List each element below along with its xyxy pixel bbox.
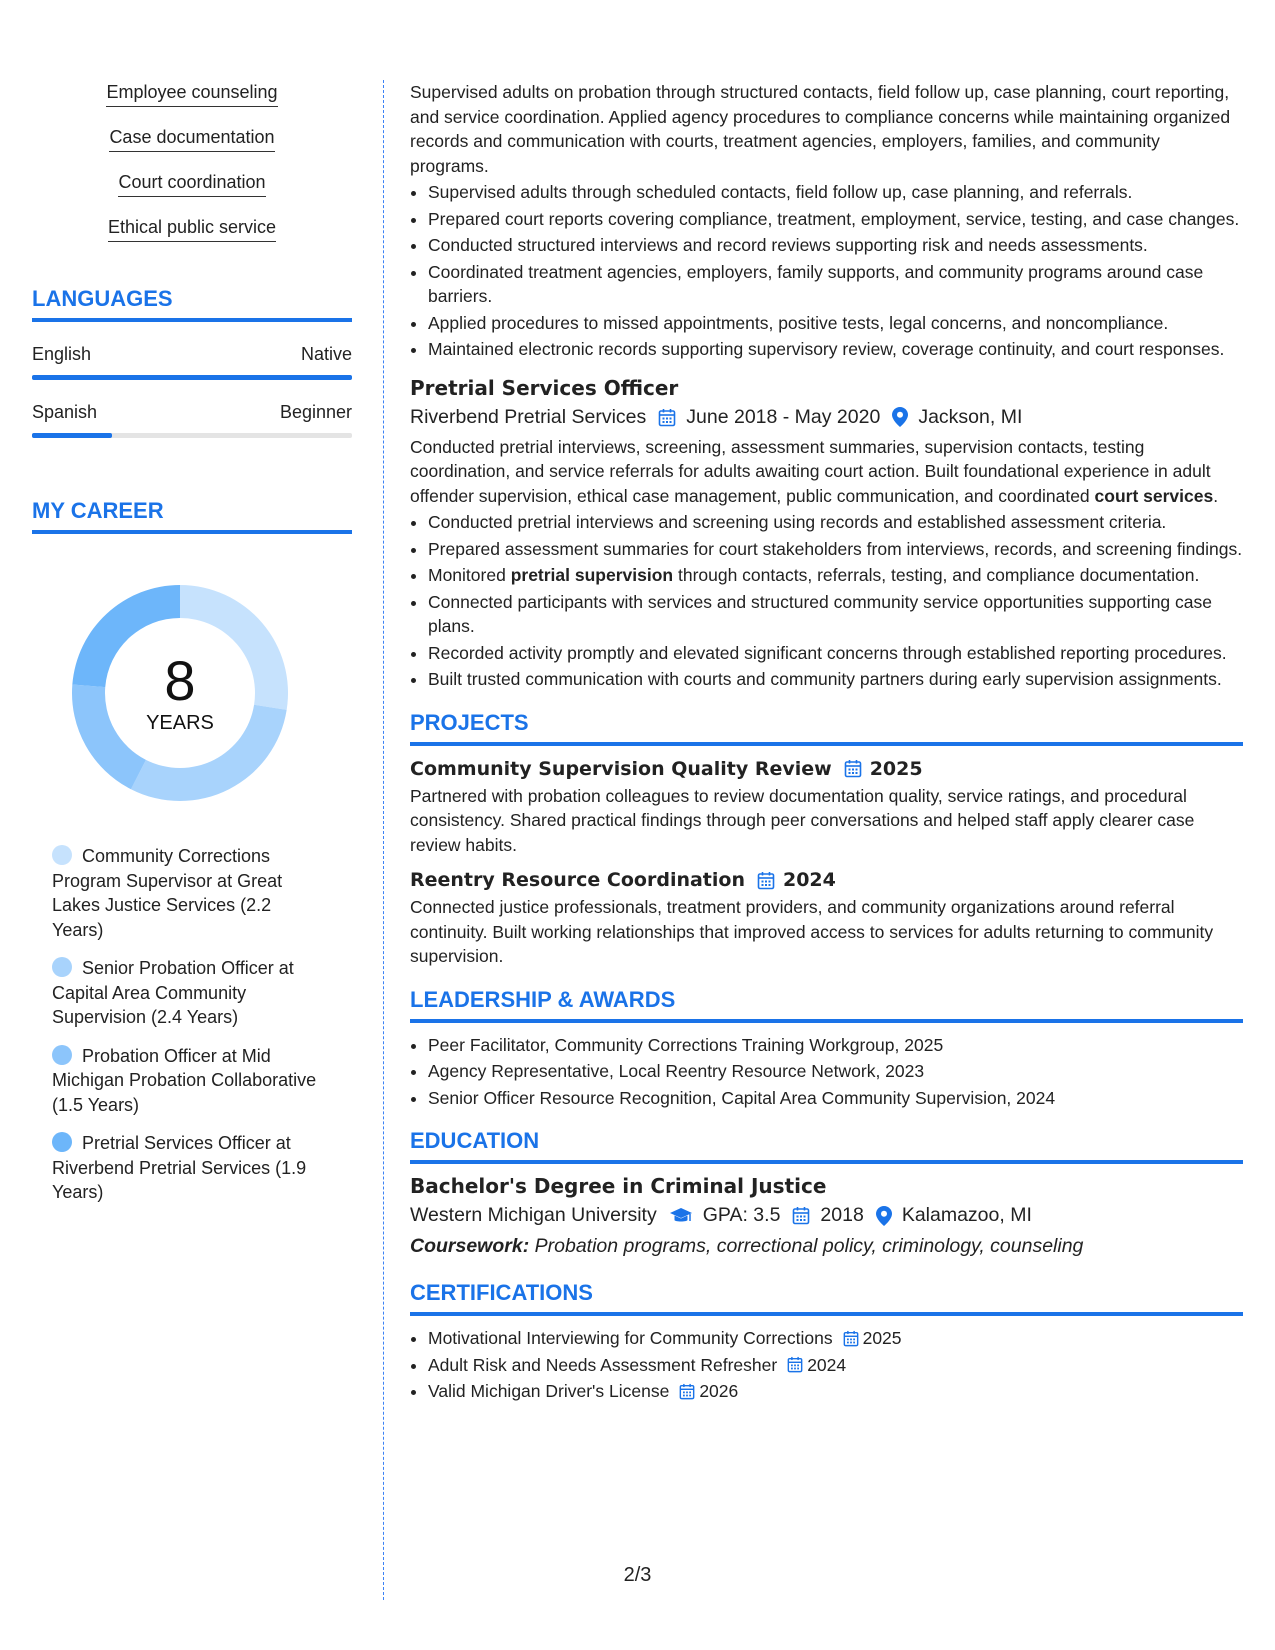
- calendar-icon: [757, 871, 775, 890]
- left-column: [32, 80, 352, 1219]
- language-english: [32, 344, 352, 380]
- summary-bold-text: court services: [1094, 485, 1214, 506]
- graduation-cap-icon: [669, 1207, 693, 1225]
- coursework-label: Coursework:: [410, 1235, 530, 1257]
- project-title-row: [410, 869, 1243, 891]
- language-name: English: [32, 344, 92, 364]
- certification-item: [428, 1326, 1243, 1351]
- right-column: [410, 80, 1243, 1406]
- project-year: 2024: [782, 869, 836, 891]
- projects-heading: PROJECTS: [410, 710, 1243, 746]
- certification-year: 2025: [862, 1328, 902, 1348]
- degree-title: Bachelor's Degree in Criminal Justice: [410, 1174, 827, 1198]
- page-number: 2/3: [623, 1564, 652, 1586]
- job-summary: [410, 435, 1243, 509]
- certifications-heading: CERTIFICATIONS: [410, 1280, 1243, 1316]
- job-location: Jackson, MI: [918, 405, 1023, 428]
- job-bullet: • Prepared court reports covering compliance, treatment, employment, service, testing, and case changes.: [428, 207, 1243, 232]
- career-legend-text: Community Corrections Program Supervisor at Great Lakes Justice Services (2.2 Years): [52, 846, 283, 940]
- project-entry: [410, 758, 1243, 858]
- experience-entry: [410, 376, 1243, 692]
- skill-item: [32, 215, 352, 242]
- bullet-bold-text: pretrial supervision: [510, 565, 674, 585]
- career-legend: [52, 844, 322, 1205]
- skill-item: [32, 170, 352, 197]
- company-name: Riverbend Pretrial Services: [410, 405, 647, 428]
- summary-text: .: [1213, 485, 1219, 506]
- certification-name: • Motivational Interviewing for Community Corrections: [428, 1328, 833, 1348]
- job-bullet: • Applied procedures to missed appointments, positive tests, legal concerns, and noncompliance.: [428, 311, 1243, 336]
- job-bullet: • Conducted pretrial interviews and screening using records and established assessment criteria.: [428, 510, 1243, 535]
- certifications-list: [410, 1326, 1243, 1404]
- map-pin-icon: [892, 407, 908, 427]
- graduation-year: 2018: [820, 1204, 864, 1226]
- leadership-item: • Agency Representative, Local Reentry Resource Network, 2023: [428, 1059, 1243, 1084]
- education-heading: EDUCATION: [410, 1128, 1243, 1164]
- skill-label: Court coordination: [118, 170, 265, 197]
- career-legend-text: Pretrial Services Officer at Riverbend Pretrial Services (1.9 Years): [52, 1133, 307, 1202]
- school-location: Kalamazoo, MI: [901, 1204, 1032, 1226]
- language-name: Spanish: [32, 402, 98, 422]
- experience-entry: [410, 80, 1243, 362]
- education-entry: [410, 1174, 1243, 1258]
- job-bullet: • Prepared assessment summaries for court stakeholders from interviews, records, and screening findings.: [428, 537, 1243, 562]
- language-proficiency-bar: [32, 433, 352, 438]
- calendar-icon: [844, 759, 862, 778]
- calendar-icon: [658, 408, 676, 427]
- certification-item: [428, 1353, 1243, 1378]
- language-proficiency-fill: [32, 433, 112, 438]
- project-year: 2025: [869, 757, 923, 780]
- job-bullet: • Built trusted communication with courts and community partners during early supervision assignments.: [428, 667, 1243, 692]
- career-legend-item: [52, 1131, 322, 1205]
- skill-item: [32, 80, 352, 107]
- bullet-text: through contacts, referrals, testing, and compliance documentation.: [673, 565, 1200, 585]
- project-title-row: [410, 758, 1243, 780]
- calendar-icon: [787, 1356, 803, 1373]
- leadership-item: • Peer Facilitator, Community Corrections Training Workgroup, 2025: [428, 1033, 1243, 1058]
- coursework: [410, 1235, 1243, 1258]
- leadership-list: [410, 1033, 1243, 1111]
- career-legend-text: Senior Probation Officer at Capital Area Community Supervision (2.4 Years): [52, 958, 294, 1027]
- job-bullet: • Supervised adults through scheduled contacts, field follow up, case planning, and referrals.: [428, 180, 1243, 205]
- career-donut-center: [65, 578, 295, 808]
- skill-label: Ethical public service: [108, 215, 276, 242]
- coursework-text: Probation programs, correctional policy, criminology, counseling: [534, 1235, 1084, 1257]
- job-meta: [410, 406, 1243, 429]
- language-level: Beginner: [279, 402, 352, 422]
- gpa: GPA: 3.5: [702, 1204, 781, 1226]
- certification-year: 2026: [699, 1381, 739, 1401]
- bullet-text: Monitored: [428, 565, 511, 585]
- job-bullet: • Recorded activity promptly and elevated significant concerns through established reporting procedures.: [428, 641, 1243, 666]
- certification-name: • Valid Michigan Driver's License: [428, 1381, 670, 1401]
- language-proficiency-fill: [32, 375, 352, 380]
- legend-dot: [52, 1132, 72, 1152]
- legend-dot: [52, 1045, 72, 1065]
- certification-name: • Adult Risk and Needs Assessment Refresher: [428, 1354, 778, 1375]
- job-bullet: [428, 563, 1243, 588]
- map-pin-icon: [876, 1206, 892, 1226]
- job-bullets: [410, 510, 1243, 692]
- project-title: Reentry Resource Coordination: [410, 869, 745, 891]
- education-meta: [410, 1204, 1243, 1227]
- career-total-number: 8: [164, 648, 196, 712]
- language-spanish: [32, 402, 352, 438]
- project-title: Community Supervision Quality Review: [410, 757, 832, 780]
- skill-item: [32, 125, 352, 152]
- career-heading: MY CAREER: [32, 498, 352, 534]
- school-name: Western Michigan University: [410, 1204, 657, 1226]
- job-title: Pretrial Services Officer: [410, 375, 679, 400]
- career-legend-item: [52, 844, 322, 942]
- calendar-icon: [843, 1330, 859, 1347]
- certification-year: 2024: [807, 1354, 847, 1375]
- job-summary: Supervised adults on probation through structured contacts, field follow up, case planning, court reporting, and service coordination. Applied agency procedures to compliance concerns while maintaining organized records and communication with courts, treatment agencies, employers, families, and community programs.: [410, 82, 1231, 176]
- job-bullet: • Connected participants with services and structured community service opportunities supporting case plans.: [428, 590, 1243, 639]
- job-bullet: • Maintained electronic records supporting supervisory review, coverage continuity, and court responses.: [428, 337, 1243, 362]
- calendar-icon: [679, 1383, 695, 1400]
- calendar-icon: [792, 1206, 810, 1225]
- project-description: Partnered with probation colleagues to review documentation quality, service ratings, and procedural consistency. Shared practical findings through peer conversations and helped staff apply clearer case review habits.: [410, 785, 1195, 855]
- career-legend-item: [52, 956, 322, 1030]
- column-divider: [383, 80, 384, 1600]
- job-bullet: • Coordinated treatment agencies, employers, family supports, and community programs around case barriers.: [428, 260, 1243, 309]
- job-bullets: [410, 180, 1243, 362]
- leadership-heading: LEADERSHIP & AWARDS: [410, 987, 1243, 1023]
- certification-item: [428, 1379, 1243, 1404]
- skill-label: Case documentation: [109, 125, 274, 152]
- career-total-label: YEARS: [146, 711, 214, 734]
- legend-dot: [52, 957, 72, 977]
- career-legend-text: Probation Officer at Mid Michigan Probation Collaborative (1.5 Years): [52, 1045, 317, 1115]
- project-entry: [410, 869, 1243, 969]
- legend-dot: [52, 845, 72, 865]
- language-proficiency-bar: [32, 375, 352, 380]
- career-legend-item: [52, 1044, 322, 1118]
- leadership-item: • Senior Officer Resource Recognition, Capital Area Community Supervision, 2024: [428, 1086, 1243, 1111]
- languages-heading: LANGUAGES: [32, 286, 352, 322]
- project-description: Connected justice professionals, treatment providers, and community organizations around referral continuity. Built working relationships that improved access to services for adults returning to community supervision.: [410, 897, 1214, 966]
- language-level: Native: [300, 344, 352, 364]
- job-dates: June 2018 - May 2020: [686, 405, 881, 428]
- career-donut-chart: [65, 578, 295, 808]
- summary-text: Conducted pretrial interviews, screening, assessment summaries, supervision contacts, testing coordination, and service referrals for adults awaiting court action. Built foundational experience in adult offender supervision, ethical case management, public communication, and coordinated: [410, 436, 1211, 506]
- job-bullet: • Conducted structured interviews and record reviews supporting risk and needs assessments.: [428, 233, 1243, 258]
- skill-label: Employee counseling: [106, 80, 277, 107]
